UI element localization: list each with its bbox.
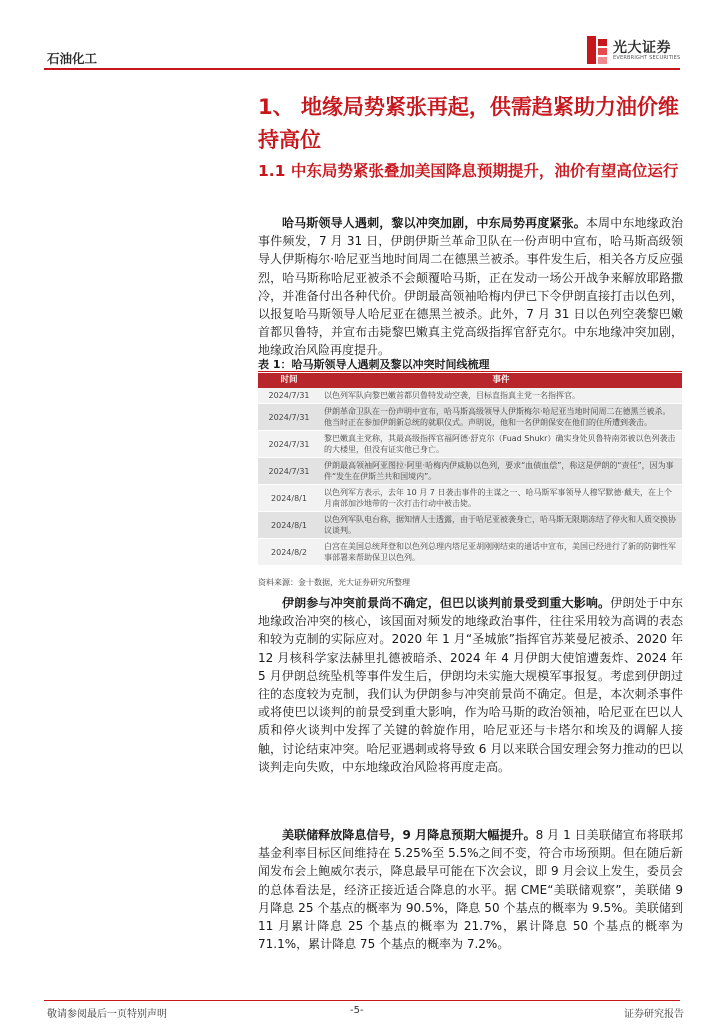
table-source: 资料来源：金十数据，光大证券研究所整理: [258, 578, 410, 587]
paragraph-3-text: 8 月 1 日美联储宣布将联邦基金利率目标区间维持在 5.25%至 5.5%之间不变，符合市场预期。但在随后新闻发布会上鲍威尔表示，降息最早可能在下次会议，即 9 月会议上发生，委员会的总体看法是，经济正接近适合降息的水平。据 CME“美联储观察”，美联储 9 月降息 25 个基点的概率为 90.5%，降息 50 个基点的概率为 9.5%。美联储到 11 月累计降息 25 个基点的概率为 21.7%，累计降息 50 个基点的概率为 71.1%，累计降息 75 个基点的概率为 7.2%。: [258, 828, 684, 952]
table-row: [258, 539, 682, 566]
paragraph-2: [258, 594, 683, 776]
table-row: [258, 485, 682, 512]
brand-name: 光大证券: [613, 40, 671, 56]
table-cell-event: 伊朗最高领袖阿亚图拉·阿里·哈梅内伊威胁以色列，要求“血债血偿”，称这是伊朗的“责任”，因为事件“发生在伊斯兰共和国境内”。: [320, 458, 682, 485]
section-label: 石油化工: [47, 51, 98, 66]
table-top-rule: [258, 371, 682, 372]
table-header-row: [258, 373, 682, 388]
table-row: [258, 388, 682, 404]
table-cell-date: 2024/8/2: [258, 539, 320, 566]
paragraph-2-lead: 伊朗参与冲突前景尚不确定，但巴以谈判前景受到重大影响。: [282, 596, 611, 610]
table-cell-event: 以色列军队向黎巴嫩首都贝鲁特发动空袭，目标直指真主党一名指挥官。: [320, 388, 682, 404]
paragraph-1: [258, 214, 683, 360]
heading-1: 1、 地缘局势紧张再起，供需趋紧助力油价维持高位: [258, 95, 679, 152]
table-header-date: 时间: [258, 373, 320, 388]
table-cell-date: 2024/7/31: [258, 404, 320, 431]
table-cell-date: 2024/7/31: [258, 458, 320, 485]
footer-divider: [44, 1000, 680, 1001]
table-cell-date: 2024/7/31: [258, 388, 320, 404]
header-divider: [44, 68, 680, 70]
table-cell-event: 白宫在美国总统拜登和以色列总理内塔尼亚胡刚刚结束的通话中宣布，美国已经进行了新的防御性军事部署来帮助保卫以色列。: [320, 539, 682, 566]
table-row: [258, 431, 682, 458]
paragraph-3-lead: 美联储释放降息信号，9 月降息预期大幅提升。: [282, 828, 536, 842]
table-header-event: 事件: [320, 373, 682, 388]
table-cell-event: 黎巴嫩真主党称，其最高级指挥官福阿德·舒克尔（Fuad Shukr）确实身处贝鲁特南郊被以色列袭击的大楼里，但没有证实他已身亡。: [320, 431, 682, 458]
paragraph-3: [258, 826, 683, 953]
page-number: -5-: [350, 1005, 364, 1016]
brand-mark-icon: [587, 36, 607, 64]
brand-logo: [587, 36, 683, 64]
heading-2: 1.1 中东局势紧张叠加美国降息预期提升，油价有望高位运行: [258, 162, 679, 180]
table-cell-date: 2024/8/1: [258, 485, 320, 512]
events-table: [258, 373, 682, 566]
footer-disclaimer-link[interactable]: 敬请参阅最后一页特别声明: [47, 1009, 167, 1020]
table-row: [258, 512, 682, 539]
table-cell-date: 2024/7/31: [258, 431, 320, 458]
paragraph-1-lead: 哈马斯领导人遇刺，黎以冲突加剧，中东局势再度紧张。: [282, 216, 586, 230]
table-cell-event: 以色列军队电台称，据知情人士透露，由于哈尼亚被袭身亡，哈马斯无限期冻结了停火和人质交换协议谈判。: [320, 512, 682, 539]
table-cell-event: 伊朗革命卫队在一份声明中宣布，哈马斯高级领导人伊斯梅尔·哈尼亚当地时间周二在德黑兰被杀。他当时正在参加伊朗新总统的就职仪式。声明说，他和一名伊朗保安在他们的住所遭到袭击。: [320, 404, 682, 431]
table-cell-date: 2024/8/1: [258, 512, 320, 539]
table-title: 表 1：哈马斯领导人遇刺及黎以冲突时间线梳理: [258, 358, 490, 371]
report-type: 证券研究报告: [624, 1009, 684, 1020]
table-row: [258, 458, 682, 485]
paragraph-1-text: 本周中东地缘政治事件频发，7 月 31 日，伊朗伊斯兰革命卫队在一份声明中宣布，哈马斯高级领导人伊斯梅尔·哈尼亚当地时间周二在德黑兰被杀。事件发生后，相关各方反应强烈，哈马斯称哈尼亚被杀不会颠覆哈马斯，正在发动一场公开战争来解放耶路撒冷，并准备付出各种代价。伊朗最高领袖哈梅内伊已下令伊朗直接打击以色列，以报复哈马斯领导人哈尼亚在德黑兰被杀。此外，7 月 31 日以色列空袭黎巴嫩首都贝鲁特，并宣布击毙黎巴嫩真主党高级指挥官舒克尔。中东地缘冲突加剧，地缘政治风险再度提升。: [258, 216, 683, 358]
brand-subtitle: EVERBRIGHT SECURITIES: [613, 55, 681, 61]
table-cell-event: 以色列军方表示，去年 10 月 7 日袭击事件的主谋之一、哈马斯军事领导人穆罕默德·戴夫，在上个月南部加沙地带的一次打击行动中被击毙。: [320, 485, 682, 512]
table-row: [258, 404, 682, 431]
paragraph-2-text: 伊朗处于中东地缘政治冲突的核心，该国面对频发的地缘政治事件，往往采用较为高调的表态和较为克制的实际应对。2020 年 1 月“圣城旅”指挥官苏莱曼尼被杀、2020 年 12 月核科学家法赫里扎德被暗杀、2024 年 4 月伊朗大使馆遭轰炸、2024 年 5 月伊朗总统坠机等事件发生后，伊朗均未实施大规模军事报复。考虑到伊朗过往的态度较为克制，我们认为伊朗参与冲突前景尚不确定。但是，本次刺杀事件或将使巴以谈判的前景受到重大影响，作为哈马斯的政治领袖，哈尼亚在巴以人质和停火谈判中发挥了关键的斡旋作用，哈尼亚还与卡塔尔和埃及的调解人接触，讨论结束冲突。哈尼亚遇刺或将导致 6 月以来联合国安理会努力推动的巴以谈判走向失败，中东地缘政治风险将再度走高。: [258, 596, 683, 774]
